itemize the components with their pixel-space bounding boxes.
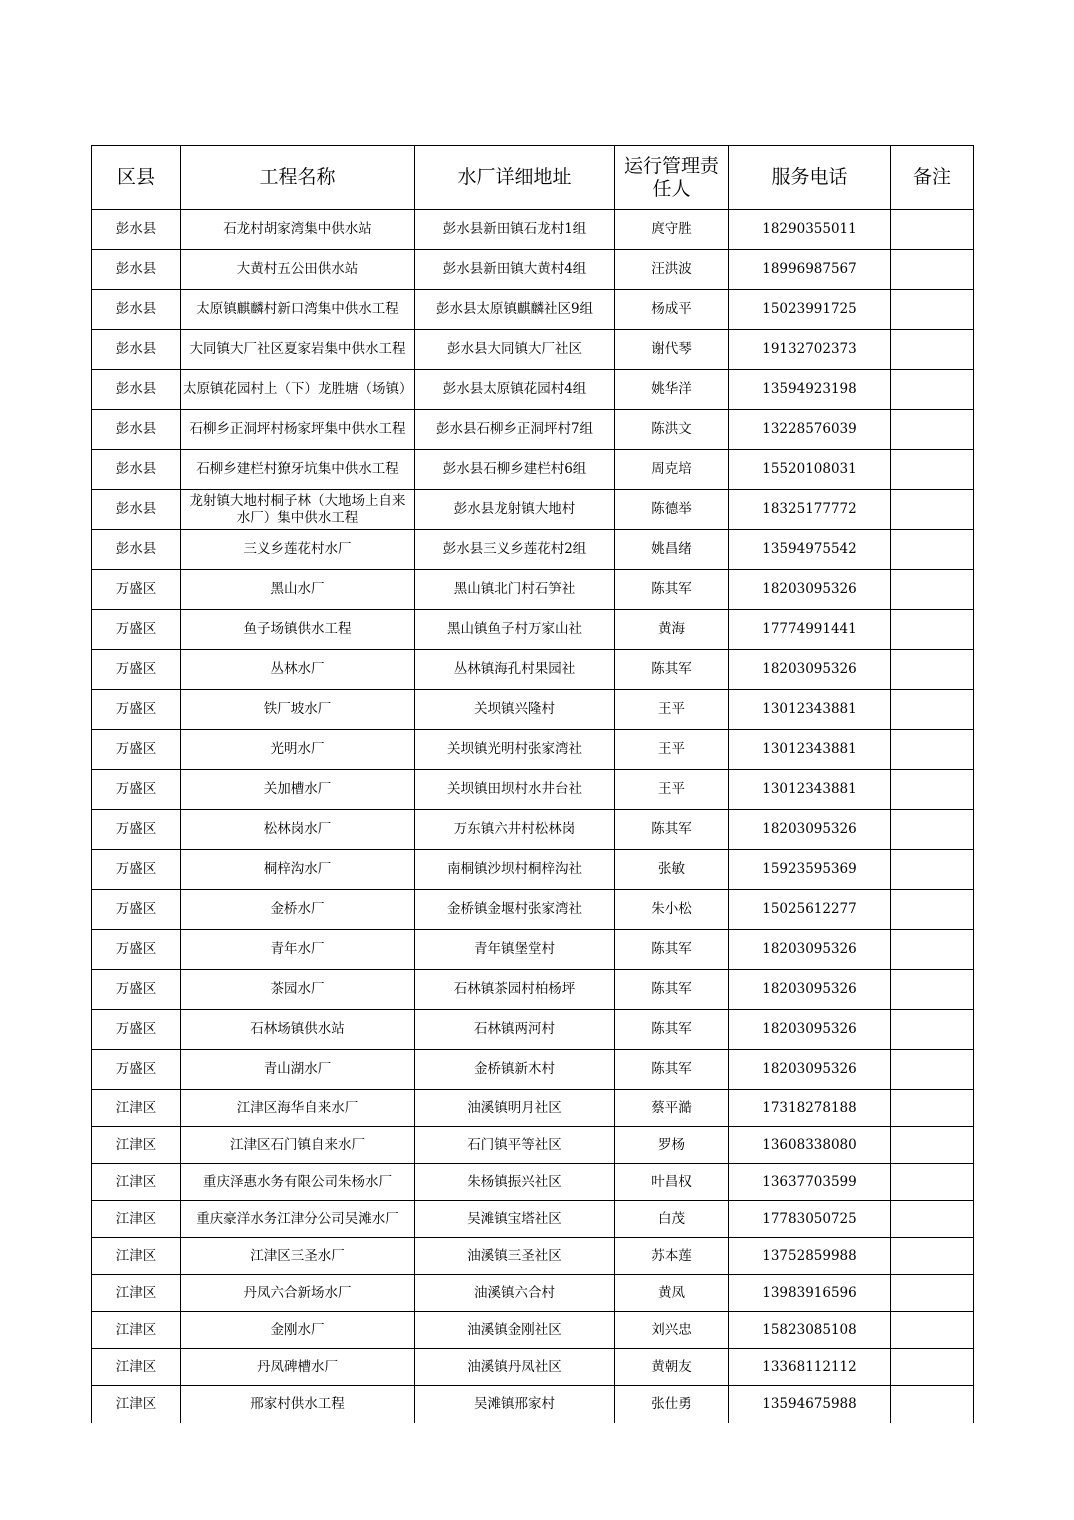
phone-cell: 17774991441	[729, 610, 891, 650]
address-cell: 青年镇堡堂村	[415, 930, 615, 970]
phone-cell: 13012343881	[729, 690, 891, 730]
project-name-cell: 铁厂坡水厂	[181, 690, 415, 730]
table-row	[92, 1127, 974, 1164]
table-row	[92, 210, 974, 250]
remarks-cell	[891, 930, 974, 970]
district-cell: 万盛区	[92, 650, 181, 690]
manager-cell: 蔡平澔	[615, 1090, 729, 1127]
phone-cell: 18325177772	[729, 490, 891, 530]
manager-cell: 陈其军	[615, 1050, 729, 1090]
remarks-cell	[891, 1312, 974, 1349]
remarks-cell	[891, 1238, 974, 1275]
manager-cell: 王平	[615, 770, 729, 810]
manager-cell: 罗杨	[615, 1127, 729, 1164]
project-name-cell: 太原镇麒麟村新口湾集中供水工程	[181, 290, 415, 330]
table-body	[92, 210, 974, 1423]
project-name-cell: 金桥水厂	[181, 890, 415, 930]
district-cell: 江津区	[92, 1164, 181, 1201]
district-cell: 万盛区	[92, 930, 181, 970]
address-cell: 金桥镇金堰村张家湾社	[415, 890, 615, 930]
remarks-cell	[891, 290, 974, 330]
phone-cell: 13368112112	[729, 1349, 891, 1386]
district-cell: 万盛区	[92, 570, 181, 610]
district-cell: 江津区	[92, 1127, 181, 1164]
remarks-cell	[891, 1349, 974, 1386]
manager-cell: 刘兴忠	[615, 1312, 729, 1349]
address-cell: 黑山镇鱼子村万家山社	[415, 610, 615, 650]
project-name-cell: 大同镇大厂社区夏家岩集中供水工程	[181, 330, 415, 370]
district-cell: 彭水县	[92, 530, 181, 570]
phone-cell: 18203095326	[729, 1050, 891, 1090]
remarks-cell	[891, 1127, 974, 1164]
address-cell: 黑山镇北门村石笋社	[415, 570, 615, 610]
remarks-cell	[891, 450, 974, 490]
project-name-cell: 龙射镇大地村桐子林（大地场上自来水厂）集中供水工程	[181, 490, 415, 530]
project-name-cell: 茶园水厂	[181, 970, 415, 1010]
project-name-cell: 重庆泽惠水务有限公司朱杨水厂	[181, 1164, 415, 1201]
project-name-cell: 青年水厂	[181, 930, 415, 970]
address-cell: 彭水县龙射镇大地村	[415, 490, 615, 530]
table-row	[92, 1090, 974, 1127]
address-cell: 油溪镇三圣社区	[415, 1238, 615, 1275]
header-district: 区县	[92, 146, 181, 210]
district-cell: 江津区	[92, 1386, 181, 1423]
district-cell: 万盛区	[92, 810, 181, 850]
manager-cell: 陈其军	[615, 930, 729, 970]
remarks-cell	[891, 1275, 974, 1312]
district-cell: 彭水县	[92, 210, 181, 250]
remarks-cell	[891, 1090, 974, 1127]
manager-cell: 苏本莲	[615, 1238, 729, 1275]
manager-cell: 陈其军	[615, 650, 729, 690]
water-plant-table	[91, 145, 974, 1423]
manager-cell: 黄朝友	[615, 1349, 729, 1386]
table-row	[92, 1010, 974, 1050]
phone-cell: 18996987567	[729, 250, 891, 290]
phone-cell: 19132702373	[729, 330, 891, 370]
remarks-cell	[891, 1201, 974, 1238]
manager-cell: 陈其军	[615, 570, 729, 610]
manager-cell: 庹守胜	[615, 210, 729, 250]
remarks-cell	[891, 1010, 974, 1050]
header-row	[92, 146, 974, 210]
phone-cell: 18203095326	[729, 650, 891, 690]
table-row	[92, 530, 974, 570]
manager-cell: 朱小松	[615, 890, 729, 930]
remarks-cell	[891, 210, 974, 250]
table-row	[92, 1050, 974, 1090]
manager-cell: 陈德举	[615, 490, 729, 530]
project-name-cell: 丹凤碑槽水厂	[181, 1349, 415, 1386]
district-cell: 彭水县	[92, 250, 181, 290]
project-name-cell: 桐梓沟水厂	[181, 850, 415, 890]
table-row	[92, 450, 974, 490]
project-name-cell: 松林岗水厂	[181, 810, 415, 850]
remarks-cell	[891, 410, 974, 450]
phone-cell: 13594975542	[729, 530, 891, 570]
manager-cell: 王平	[615, 730, 729, 770]
district-cell: 彭水县	[92, 330, 181, 370]
table-row	[92, 650, 974, 690]
table-row	[92, 970, 974, 1010]
phone-cell: 18290355011	[729, 210, 891, 250]
address-cell: 吴滩镇宝塔社区	[415, 1201, 615, 1238]
table-row	[92, 810, 974, 850]
manager-cell: 杨成平	[615, 290, 729, 330]
district-cell: 彭水县	[92, 410, 181, 450]
table-row	[92, 1349, 974, 1386]
table-row	[92, 570, 974, 610]
manager-cell: 张仕勇	[615, 1386, 729, 1423]
phone-cell: 13228576039	[729, 410, 891, 450]
address-cell: 关坝镇兴隆村	[415, 690, 615, 730]
district-cell: 彭水县	[92, 490, 181, 530]
header-plant-address: 水厂详细地址	[415, 146, 615, 210]
project-name-cell: 丛林水厂	[181, 650, 415, 690]
phone-cell: 13594675988	[729, 1386, 891, 1423]
address-cell: 金桥镇新木村	[415, 1050, 615, 1090]
remarks-cell	[891, 690, 974, 730]
address-cell: 关坝镇光明村张家湾社	[415, 730, 615, 770]
project-name-cell: 石林场镇供水站	[181, 1010, 415, 1050]
project-name-cell: 江津区三圣水厂	[181, 1238, 415, 1275]
table-row	[92, 1275, 974, 1312]
project-name-cell: 太原镇花园村上（下）龙胜塘（场镇）	[181, 370, 415, 410]
project-name-cell: 重庆豪洋水务江津分公司吴滩水厂	[181, 1201, 415, 1238]
district-cell: 万盛区	[92, 730, 181, 770]
phone-cell: 13012343881	[729, 730, 891, 770]
district-cell: 江津区	[92, 1090, 181, 1127]
manager-cell: 陈洪文	[615, 410, 729, 450]
remarks-cell	[891, 330, 974, 370]
address-cell: 石林镇茶园村柏杨坪	[415, 970, 615, 1010]
table-row	[92, 930, 974, 970]
district-cell: 万盛区	[92, 890, 181, 930]
phone-cell: 15520108031	[729, 450, 891, 490]
address-cell: 丛林镇海孔村果园社	[415, 650, 615, 690]
project-name-cell: 鱼子场镇供水工程	[181, 610, 415, 650]
district-cell: 万盛区	[92, 610, 181, 650]
district-cell: 彭水县	[92, 450, 181, 490]
address-cell: 石林镇两河村	[415, 1010, 615, 1050]
project-name-cell: 三义乡莲花村水厂	[181, 530, 415, 570]
phone-cell: 18203095326	[729, 970, 891, 1010]
phone-cell: 18203095326	[729, 810, 891, 850]
project-name-cell: 黑山水厂	[181, 570, 415, 610]
address-cell: 关坝镇田坝村水井台社	[415, 770, 615, 810]
remarks-cell	[891, 850, 974, 890]
header-manager: 运行管理责任人	[615, 146, 729, 210]
address-cell: 石门镇平等社区	[415, 1127, 615, 1164]
manager-cell: 张敏	[615, 850, 729, 890]
remarks-cell	[891, 610, 974, 650]
district-cell: 万盛区	[92, 970, 181, 1010]
manager-cell: 汪洪波	[615, 250, 729, 290]
table-row	[92, 370, 974, 410]
remarks-cell	[891, 810, 974, 850]
district-cell: 江津区	[92, 1201, 181, 1238]
district-cell: 江津区	[92, 1238, 181, 1275]
remarks-cell	[891, 650, 974, 690]
project-name-cell: 关加槽水厂	[181, 770, 415, 810]
manager-cell: 陈其军	[615, 1010, 729, 1050]
address-cell: 彭水县太原镇麒麟社区9组	[415, 290, 615, 330]
header-service-phone: 服务电话	[729, 146, 891, 210]
phone-cell: 17783050725	[729, 1201, 891, 1238]
manager-cell: 陈其军	[615, 810, 729, 850]
table-row	[92, 850, 974, 890]
table-row	[92, 410, 974, 450]
remarks-cell	[891, 570, 974, 610]
phone-cell: 15023991725	[729, 290, 891, 330]
remarks-cell	[891, 250, 974, 290]
remarks-cell	[891, 730, 974, 770]
address-cell: 油溪镇丹凤社区	[415, 1349, 615, 1386]
phone-cell: 15823085108	[729, 1312, 891, 1349]
phone-cell: 17318278188	[729, 1090, 891, 1127]
project-name-cell: 石龙村胡家湾集中供水站	[181, 210, 415, 250]
phone-cell: 13012343881	[729, 770, 891, 810]
phone-cell: 13608338080	[729, 1127, 891, 1164]
phone-cell: 18203095326	[729, 930, 891, 970]
remarks-cell	[891, 970, 974, 1010]
table-row	[92, 490, 974, 530]
manager-cell: 周克培	[615, 450, 729, 490]
table-row	[92, 690, 974, 730]
address-cell: 彭水县新田镇石龙村1组	[415, 210, 615, 250]
table-row	[92, 730, 974, 770]
address-cell: 万东镇六井村松林岗	[415, 810, 615, 850]
manager-cell: 姚昌绪	[615, 530, 729, 570]
manager-cell: 陈其军	[615, 970, 729, 1010]
project-name-cell: 石柳乡建栏村獠牙坑集中供水工程	[181, 450, 415, 490]
address-cell: 彭水县新田镇大黄村4组	[415, 250, 615, 290]
table-row	[92, 1201, 974, 1238]
address-cell: 朱杨镇振兴社区	[415, 1164, 615, 1201]
table-row	[92, 770, 974, 810]
table-row	[92, 610, 974, 650]
manager-cell: 王平	[615, 690, 729, 730]
district-cell: 万盛区	[92, 1010, 181, 1050]
address-cell: 彭水县大同镇大厂社区	[415, 330, 615, 370]
project-name-cell: 邢家村供水工程	[181, 1386, 415, 1423]
address-cell: 彭水县石柳乡正洞坪村7组	[415, 410, 615, 450]
phone-cell: 18203095326	[729, 1010, 891, 1050]
project-name-cell: 大黄村五公田供水站	[181, 250, 415, 290]
manager-cell: 黄凤	[615, 1275, 729, 1312]
address-cell: 彭水县石柳乡建栏村6组	[415, 450, 615, 490]
table-row	[92, 1386, 974, 1423]
address-cell: 彭水县太原镇花园村4组	[415, 370, 615, 410]
address-cell: 油溪镇明月社区	[415, 1090, 615, 1127]
remarks-cell	[891, 1050, 974, 1090]
manager-cell: 姚华洋	[615, 370, 729, 410]
project-name-cell: 青山湖水厂	[181, 1050, 415, 1090]
manager-cell: 谢代琴	[615, 330, 729, 370]
phone-cell: 13983916596	[729, 1275, 891, 1312]
phone-cell: 13637703599	[729, 1164, 891, 1201]
district-cell: 江津区	[92, 1349, 181, 1386]
address-cell: 彭水县三义乡莲花村2组	[415, 530, 615, 570]
district-cell: 万盛区	[92, 690, 181, 730]
district-cell: 万盛区	[92, 770, 181, 810]
remarks-cell	[891, 490, 974, 530]
district-cell: 彭水县	[92, 290, 181, 330]
district-cell: 江津区	[92, 1275, 181, 1312]
district-cell: 万盛区	[92, 850, 181, 890]
phone-cell: 18203095326	[729, 570, 891, 610]
address-cell: 吴滩镇邢家村	[415, 1386, 615, 1423]
phone-cell: 15025612277	[729, 890, 891, 930]
remarks-cell	[891, 770, 974, 810]
project-name-cell: 江津区海华自来水厂	[181, 1090, 415, 1127]
table-row	[92, 1312, 974, 1349]
project-name-cell: 江津区石门镇自来水厂	[181, 1127, 415, 1164]
project-name-cell: 丹凤六合新场水厂	[181, 1275, 415, 1312]
remarks-cell	[891, 530, 974, 570]
district-cell: 彭水县	[92, 370, 181, 410]
phone-cell: 13594923198	[729, 370, 891, 410]
remarks-cell	[891, 1386, 974, 1423]
remarks-cell	[891, 1164, 974, 1201]
remarks-cell	[891, 370, 974, 410]
table-row	[92, 1238, 974, 1275]
table-row	[92, 290, 974, 330]
address-cell: 南桐镇沙坝村桐梓沟社	[415, 850, 615, 890]
remarks-cell	[891, 890, 974, 930]
table-row	[92, 250, 974, 290]
header-project-name: 工程名称	[181, 146, 415, 210]
table-row	[92, 330, 974, 370]
project-name-cell: 石柳乡正洞坪村杨家坪集中供水工程	[181, 410, 415, 450]
manager-cell: 白茂	[615, 1201, 729, 1238]
district-cell: 万盛区	[92, 1050, 181, 1090]
address-cell: 油溪镇金刚社区	[415, 1312, 615, 1349]
manager-cell: 叶昌权	[615, 1164, 729, 1201]
address-cell: 油溪镇六合村	[415, 1275, 615, 1312]
table-row	[92, 890, 974, 930]
manager-cell: 黄海	[615, 610, 729, 650]
table-row	[92, 1164, 974, 1201]
phone-cell: 15923595369	[729, 850, 891, 890]
district-cell: 江津区	[92, 1312, 181, 1349]
project-name-cell: 金刚水厂	[181, 1312, 415, 1349]
phone-cell: 13752859988	[729, 1238, 891, 1275]
header-remarks: 备注	[891, 146, 974, 210]
project-name-cell: 光明水厂	[181, 730, 415, 770]
